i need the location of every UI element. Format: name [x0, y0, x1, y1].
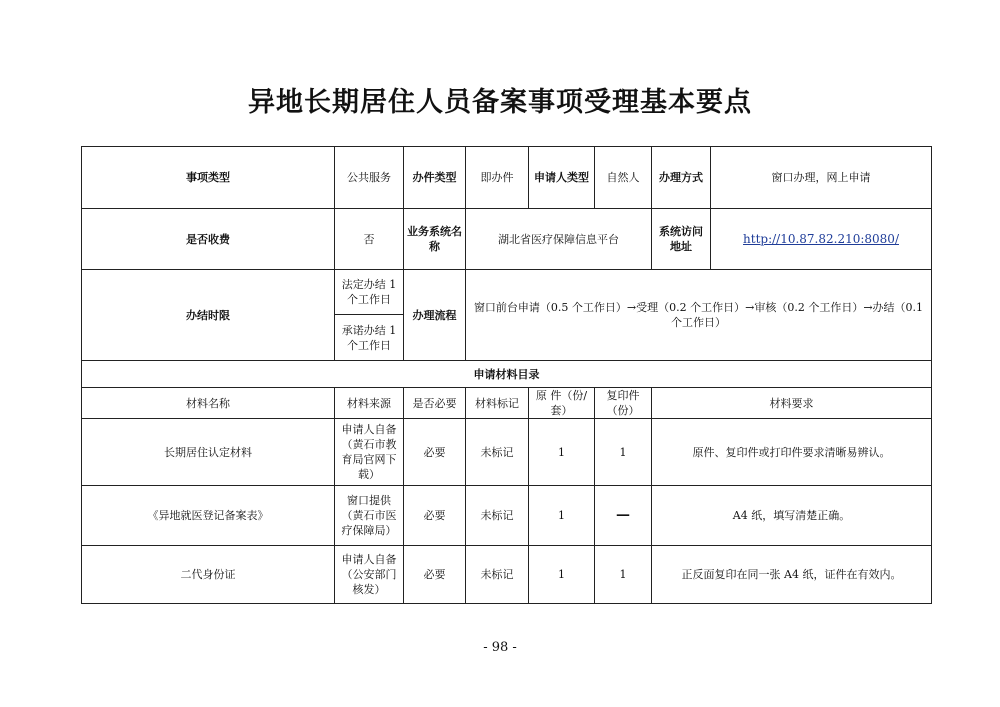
value-promised-limit: 承诺办结 1 个工作日 — [335, 315, 404, 361]
row-charge — [82, 209, 932, 270]
material-mark: 未标记 — [466, 419, 529, 486]
material-required: 必要 — [404, 546, 466, 604]
label-system-url: 系统访问地址 — [652, 209, 711, 270]
value-applicant-type: 自然人 — [595, 147, 652, 209]
label-item-type: 事项类型 — [82, 147, 335, 209]
material-name: 二代身份证 — [82, 546, 335, 604]
value-system-name: 湖北省医疗保障信息平台 — [466, 209, 652, 270]
page-title: 异地长期居住人员备案事项受理基本要点 — [248, 87, 752, 118]
table-row — [82, 419, 932, 486]
material-required: 必要 — [404, 486, 466, 546]
material-original: 1 — [529, 419, 595, 486]
material-name: 长期居住认定材料 — [82, 419, 335, 486]
material-required: 必要 — [404, 419, 466, 486]
materials-header-row — [82, 388, 932, 419]
value-handle-method: 窗口办理，网上申请 — [711, 147, 932, 209]
header-required: 是否必要 — [404, 388, 466, 419]
material-source: 申请人自备（公安部门核发） — [335, 546, 404, 604]
value-handle-type: 即办件 — [466, 147, 529, 209]
row-materials-section — [82, 361, 932, 388]
header-material-name: 材料名称 — [82, 388, 335, 419]
dash-mark: — — [616, 507, 630, 523]
material-mark: 未标记 — [466, 546, 529, 604]
material-name: 《异地就医登记备案表》 — [82, 486, 335, 546]
page-number: - 98 - — [483, 640, 517, 655]
value-system-url[interactable] — [711, 209, 932, 270]
label-process: 办理流程 — [404, 270, 466, 361]
header-copy: 复印件（份） — [595, 388, 652, 419]
table-row — [82, 486, 932, 546]
header-mark: 材料标记 — [466, 388, 529, 419]
value-charge: 否 — [335, 209, 404, 270]
material-copy — [595, 486, 652, 546]
material-mark: 未标记 — [466, 486, 529, 546]
label-handle-type: 办件类型 — [404, 147, 466, 209]
row-item-type — [82, 147, 932, 209]
material-copy: 1 — [595, 419, 652, 486]
material-copy: 1 — [595, 546, 652, 604]
materials-section-title: 申请材料目录 — [82, 361, 932, 388]
row-time-limit — [82, 270, 932, 315]
value-legal-limit: 法定办结 1 个工作日 — [335, 270, 404, 315]
label-time-limit: 办结时限 — [82, 270, 335, 361]
label-charge: 是否收费 — [82, 209, 335, 270]
label-system-name: 业务系统名称 — [404, 209, 466, 270]
info-table — [81, 146, 932, 604]
table-row — [82, 546, 932, 604]
system-url-link[interactable]: http://10.87.82.210:8080/ — [743, 231, 899, 246]
label-handle-method: 办理方式 — [652, 147, 711, 209]
header-requirement: 材料要求 — [652, 388, 932, 419]
value-process: 窗口前台申请（0.5 个工作日）→受理（0.2 个工作日）→审核（0.2 个工作日）→办结（0.1 个工作日） — [466, 270, 932, 361]
material-requirement: A4 纸，填写清楚正确。 — [652, 486, 932, 546]
material-requirement: 原件、复印件或打印件要求清晰易辨认。 — [652, 419, 932, 486]
value-item-type: 公共服务 — [335, 147, 404, 209]
label-applicant-type: 申请人类型 — [529, 147, 595, 209]
material-original: 1 — [529, 546, 595, 604]
header-original: 原 件（份/套） — [529, 388, 595, 419]
material-requirement: 正反面复印在同一张 A4 纸，证件在有效内。 — [652, 546, 932, 604]
material-source: 窗口提供（黄石市医疗保障局） — [335, 486, 404, 546]
header-material-source: 材料来源 — [335, 388, 404, 419]
material-source: 申请人自备（黄石市教育局官网下载） — [335, 419, 404, 486]
material-original: 1 — [529, 486, 595, 546]
